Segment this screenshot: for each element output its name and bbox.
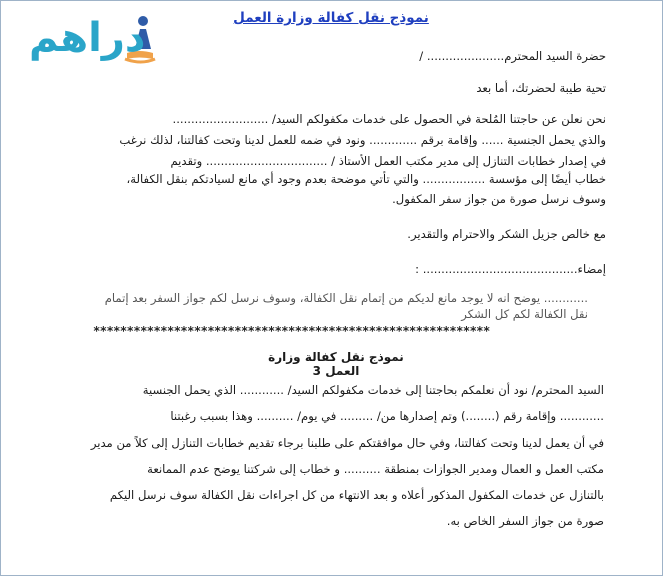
logo-wordmark: دراهم xyxy=(29,15,146,61)
s2-line-2: ............ وإقامة رقم (........) وتم إصدارها من/ ......... في يوم/ .......... وهذا بسبب رغبتنا xyxy=(170,409,604,423)
greeting-line: تحية طيبة لحضرتك، أما بعد xyxy=(476,81,606,95)
s2-line-6: صورة من جواز السفر الخاص به. xyxy=(446,514,604,528)
body-line-1: نحن نعلن عن حاجتنا المُلحة في الحصول على خدمات مكفولكم السيد/ .......................... xyxy=(172,112,606,126)
body-line-2: والذي يحمل الجنسية ...... وإقامة برقم ............. ونود في ضمه للعمل لدينا وتحت كفالتنا، لذلك نرغب xyxy=(119,133,606,147)
section-2-title: نموذج نقل كفالة وزارة العمل 3 xyxy=(268,350,404,378)
site-logo[interactable] xyxy=(7,9,157,69)
body-line-3: في إصدار خطابات التنازل إلى مدير مكتب العمل الأستاذ / ................................. وتقديم xyxy=(170,154,606,168)
body-line-5: وسوف نرسل صورة من جواز سفر المكفول. xyxy=(392,192,606,206)
salutation-line: حضرة السيد المحترم..................... / xyxy=(419,49,606,63)
signature-line: إمضاء.......................................... : xyxy=(415,262,606,276)
s2-line-4: مكتب العمل و العمال ومدير الجوازات بمنطقة .......... و خطاب إلى شركتنا يوضح عدم الممانعة xyxy=(147,462,604,476)
s2-line-1: السيد المحترم/ نود أن نعلمكم بحاجتنا إلى خدمات مكفولكم السيد/ ............ الذي يحمل الجنسية xyxy=(142,383,604,397)
star-separator: *********************************************************** xyxy=(93,324,490,338)
document-title: نموذج نقل كفالة وزارة العمل xyxy=(233,10,429,26)
note-line-2: نقل الكفالة لكم كل الشكر xyxy=(461,307,588,321)
body-line-4: خطاب أيضًا إلى مؤسسة ................. والتي تأتي موضحة بعدم وجود أي مانع لسيادتكم بنقل الكفالة، xyxy=(126,172,606,186)
s2-line-5: بالتنازل عن خدمات المكفول المذكور أعلاه و بعد الانتهاء من كل اجراءات نقل الكفالة سوف نرسل اليكم xyxy=(109,488,604,502)
note-line-1: ............ يوضح انه لا يوجد مانع لديكم من إتمام نقل الكفالة، وسوف نرسل لكم جواز السفر بعد إتمام xyxy=(104,291,588,305)
s2-line-3: في أن يعمل لدينا وتحت كفالتنا، وفي حال موافقتكم على طلبنا برجاء تقديم خطابات التنازل إلى كلاً من مدير xyxy=(90,436,604,450)
closing-line: مع خالص جزيل الشكر والاحترام والتقدير. xyxy=(407,227,606,241)
